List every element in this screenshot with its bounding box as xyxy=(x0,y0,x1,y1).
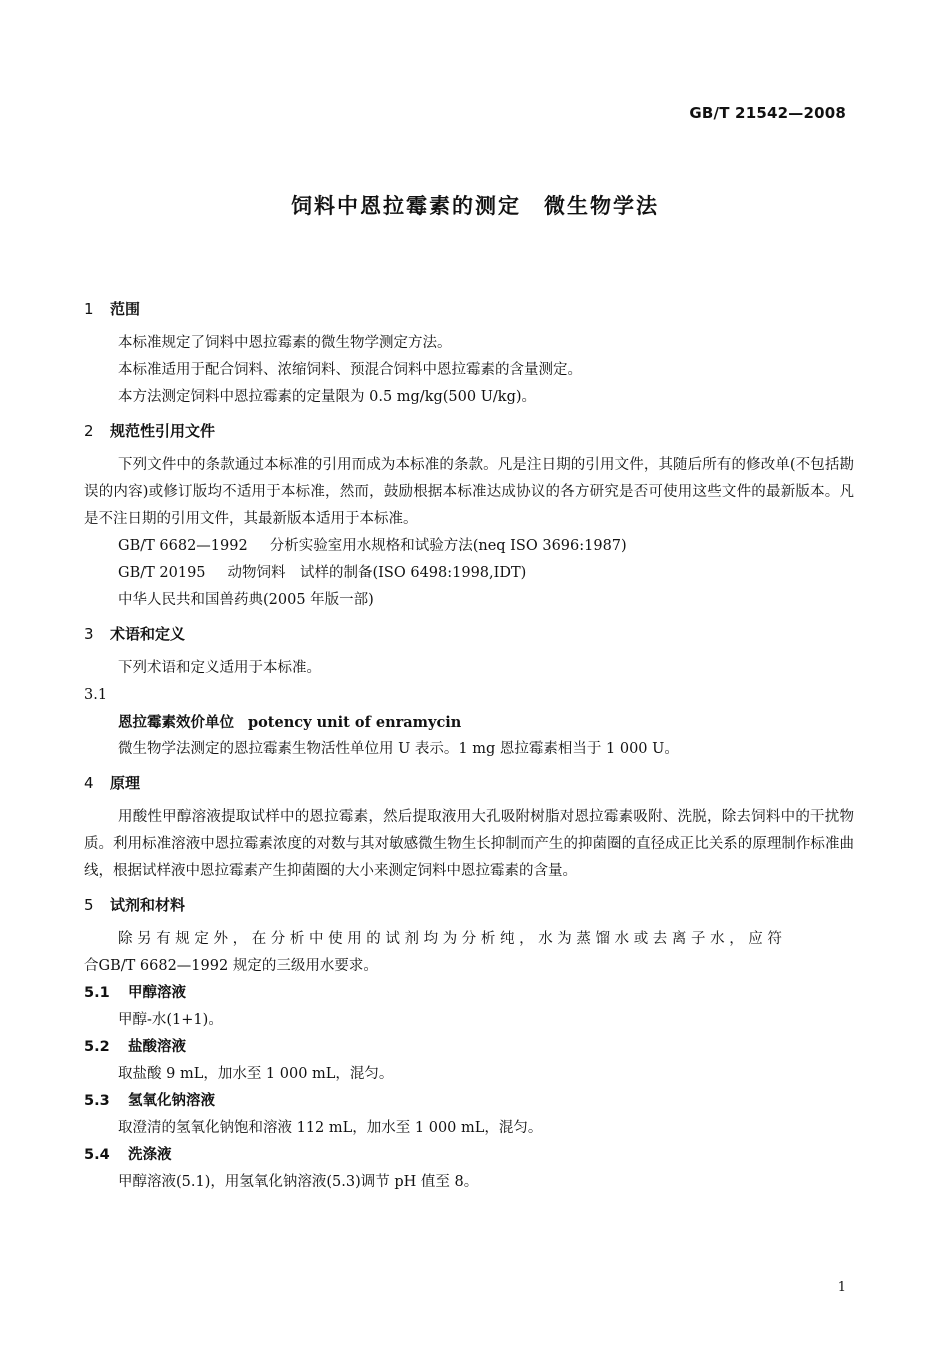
subsection-title: 洗涤液 xyxy=(128,1147,172,1163)
term-definition: 微生物学法测定的恩拉霉素生物活性单位用 U 表示。1 mg 恩拉霉素相当于 1 000 U。 xyxy=(118,741,679,757)
paragraph: 本标准规定了饲料中恩拉霉素的微生物学测定方法。 xyxy=(118,335,452,351)
subsection-heading xyxy=(84,980,854,1007)
subsection-title: 氢氧化钠溶液 xyxy=(128,1093,215,1109)
paragraph: 本标准适用于配合饲料、浓缩饲料、预混合饲料中恩拉霉素的含量测定。 xyxy=(118,362,582,378)
paragraph: 取澄清的氢氧化钠饱和溶液 112 mL，加水至 1 000 mL，混匀。 xyxy=(118,1120,543,1136)
section-5-heading xyxy=(84,892,854,919)
reference-title: 中华人民共和国兽药典(2005 年版一部) xyxy=(118,592,374,608)
term-chinese: 恩拉霉素效价单位 xyxy=(118,715,234,731)
section-3-heading xyxy=(84,621,854,648)
term-number: 3.1 xyxy=(84,687,108,703)
section-4-heading xyxy=(84,770,854,797)
document-title: 饲料中恩拉霉素的测定 微生物学法 xyxy=(291,194,659,218)
section-title: 原理 xyxy=(110,774,141,792)
section-2-heading xyxy=(84,418,854,445)
subsection-number: 5.4 xyxy=(84,1147,110,1163)
page-number: 1 xyxy=(837,1280,846,1295)
subsection-title: 甲醇溶液 xyxy=(128,985,186,1001)
standard-code: GB/T 21542—2008 xyxy=(689,104,846,122)
section-number: 5 xyxy=(84,896,94,914)
subsection-number: 5.3 xyxy=(84,1093,110,1109)
term-entry xyxy=(84,709,854,736)
normative-reference xyxy=(84,533,854,560)
reference-code: GB/T 20195 xyxy=(118,565,206,581)
document-body xyxy=(84,296,854,1196)
section-number: 3 xyxy=(84,625,94,643)
paragraph-line: 合GB/T 6682—1992 规定的三级用水要求。 xyxy=(84,958,378,974)
reference-title: 分析实验室用水规格和试验方法(neq ISO 3696:1987) xyxy=(269,538,627,554)
section-title: 术语和定义 xyxy=(110,625,186,643)
paragraph: 甲醇-水(1+1)。 xyxy=(118,1012,223,1028)
subsection-number: 5.2 xyxy=(84,1039,110,1055)
section-number: 4 xyxy=(84,774,94,792)
section-number: 1 xyxy=(84,300,94,318)
section-title: 规范性引用文件 xyxy=(110,422,216,440)
subsection-title: 盐酸溶液 xyxy=(128,1039,186,1055)
section-title: 范围 xyxy=(110,300,141,318)
section-1-heading xyxy=(84,296,854,323)
subsection-heading xyxy=(84,1142,854,1169)
subsection-heading xyxy=(84,1088,854,1115)
section-number: 2 xyxy=(84,422,94,440)
paragraph: 下列文件中的条款通过本标准的引用而成为本标准的条款。凡是注日期的引用文件，其随后所有的修改单(不包括勘误的内容)或修订版均不适用于本标准，然而，鼓励根据本标准达成协议的各方研究是否可使用这些文件的最新版本。凡是不注日期的引用文件，其最新版本适用于本标准。 xyxy=(84,457,854,527)
paragraph: 甲醇溶液(5.1)，用氢氧化钠溶液(5.3)调节 pH 值至 8。 xyxy=(118,1174,479,1190)
subsection-number: 5.1 xyxy=(84,985,110,1001)
normative-reference xyxy=(84,560,854,587)
paragraph: 本方法测定饲料中恩拉霉素的定量限为 0.5 mg/kg(500 U/kg)。 xyxy=(118,389,537,405)
paragraph: 取盐酸 9 mL，加水至 1 000 mL，混匀。 xyxy=(118,1066,394,1082)
paragraph: 下列术语和定义适用于本标准。 xyxy=(118,660,321,676)
normative-reference xyxy=(84,587,854,614)
section-title: 试剂和材料 xyxy=(110,896,186,914)
subsection-heading xyxy=(84,1034,854,1061)
paragraph-line: 除另有规定外，在分析中使用的试剂均为分析纯，水为蒸馏水或去离子水，应符 xyxy=(118,931,787,947)
paragraph: 用酸性甲醇溶液提取试样中的恩拉霉素，然后提取液用大孔吸附树脂对恩拉霉素吸附、洗脱，除去饲料中的干扰物质。利用标准溶液中恩拉霉素浓度的对数与其对敏感微生物生长抑制而产生的抑菌圈的直径成正比关系的原理制作标准曲线，根据试样液中恩拉霉素产生抑菌圈的大小来测定饲料中恩拉霉素的含量。 xyxy=(84,809,854,879)
reference-title: 动物饲料 试样的制备(ISO 6498:1998,IDT) xyxy=(227,565,527,581)
reference-code: GB/T 6682—1992 xyxy=(118,538,248,554)
term-english: potency unit of enramycin xyxy=(248,714,462,731)
